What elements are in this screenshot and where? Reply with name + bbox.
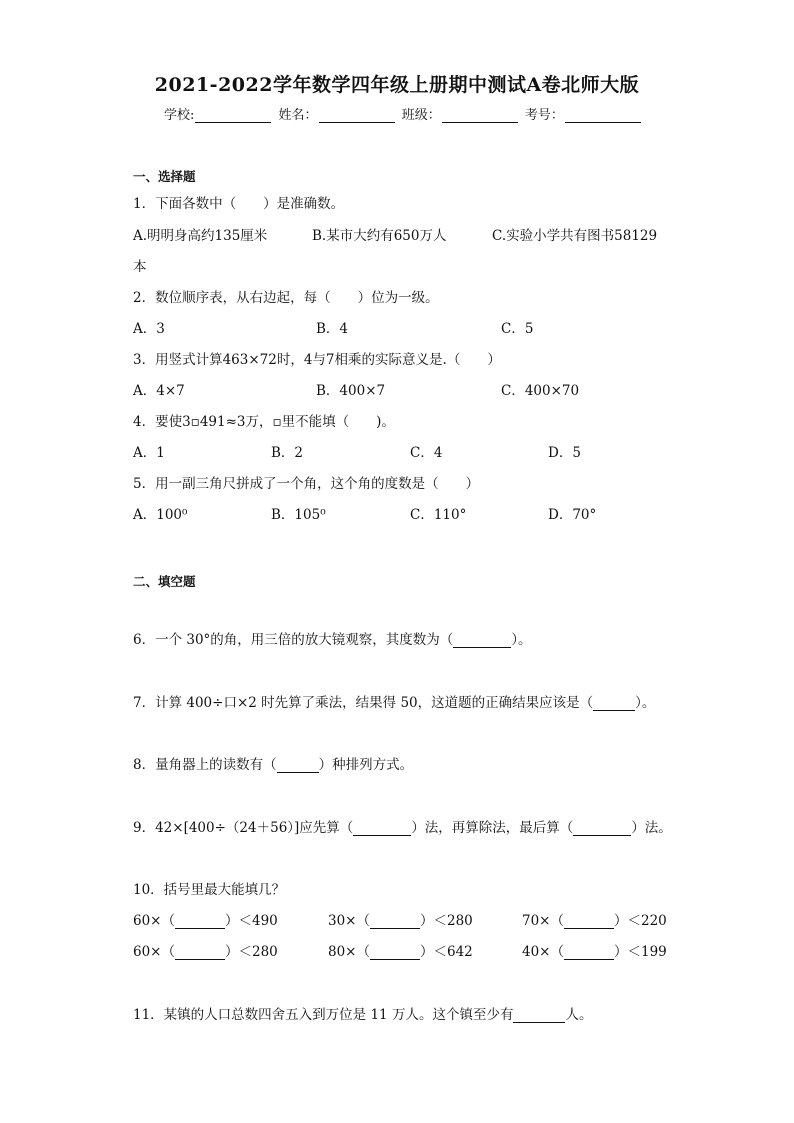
q9-answer-blank-1[interactable] [353,821,411,836]
q6-answer-blank[interactable] [453,633,511,648]
q5-option-c: C．110° [410,507,467,523]
q10-item-2-post: ）＜280 [420,913,473,929]
q2-option-b: B．4 [316,321,349,337]
q7-text-after: ）。 [635,695,656,711]
question-1: 1．下面各数中（ ）是准确数。 [133,196,345,212]
number-label: 考号： [524,108,564,123]
page-title: 2021-2022学年数学四年级上册期中测试A卷北师大版 [154,74,640,96]
q10-item-1-blank[interactable] [175,914,225,929]
q3-option-b: B．400×7 [316,383,386,399]
q10-item-4-blank[interactable] [175,945,225,960]
q10-item-4 [133,940,278,960]
q6-text-after: ）。 [511,632,532,648]
q11-text-before: 11．某镇的人口总数四舍五入到万位是 11 万人。这个镇至少有 [133,1007,514,1023]
q9-text-middle: ）法，再算除法，最后算（ [411,820,574,836]
q9-text-after: ）法。 [631,820,672,836]
question-2: 2．数位顺序表，从右边起，每（ ）位为一级。 [133,290,439,306]
q9-text-before: 9．42×[400÷（24＋56）]应先算（ [133,820,354,836]
q11-text-after: 人。 [565,1007,593,1023]
class-blank[interactable] [442,108,518,123]
q11-answer-blank[interactable] [513,1008,565,1023]
q6-text-before: 6．一个 30°的角，用三倍的放大镜观察，其度数为（ [133,632,454,648]
q3-option-a: A．4×7 [133,383,185,399]
q5-option-d: D．70° [548,507,597,523]
q8-text-after: ）种排列方式。 [318,757,414,773]
q10-item-6 [522,940,667,960]
school-blank[interactable] [195,108,271,123]
q10-item-3 [522,909,667,929]
q10-item-2-blank[interactable] [370,914,420,929]
q1-option-c: C.实验小学共有图书58129 [492,228,658,244]
q8-text-before: 8．量角器上的读数有（ [133,757,277,773]
q10-item-4-pre: 60×（ [133,944,175,960]
question-3: 3．用竖式计算463×72时，4与7相乘的实际意义是.（ ） [133,352,501,368]
question-8 [133,753,413,773]
class-label: 班级： [401,108,441,123]
q10-item-4-post: ）＜280 [225,944,278,960]
q10-item-6-pre: 40×（ [522,944,564,960]
q10-item-5-blank[interactable] [370,945,420,960]
question-11 [133,1003,592,1023]
q4-option-c: C．4 [410,445,443,461]
q10-item-5-pre: 80×（ [328,944,370,960]
q10-item-1 [133,909,278,929]
name-blank[interactable] [319,108,395,123]
q10-item-6-post: ）＜199 [614,944,667,960]
q4-option-a: A．1 [133,445,165,461]
question-6 [133,628,532,648]
question-9 [133,816,672,836]
q4-option-d: D．5 [548,445,581,461]
q8-answer-blank[interactable] [277,758,319,773]
question-4: 4．要使3▫491≈3万，▫里不能填（ )。 [133,414,395,430]
name-label: 姓名： [278,108,318,123]
question-10: 10．括号里最大能填几？ [133,882,286,898]
school-label: 学校: [164,108,195,123]
q10-item-2-pre: 30×（ [328,913,370,929]
q5-option-a: A．100⁰ [133,507,188,523]
q10-item-3-post: ）＜220 [614,913,667,929]
question-5: 5．用一副三角尺拼成了一个角，这个角的度数是（ ） [133,476,480,492]
q7-text-before: 7．计算 400÷口×2 时先算了乘法，结果得 50，这道题的正确结果应该是（ [133,695,594,711]
q7-answer-blank[interactable] [593,696,635,711]
student-info-row [164,104,644,123]
q10-item-1-post: ）＜490 [225,913,278,929]
q1-option-b: B.某市大约有650万人 [312,228,447,244]
section-title-fill: 二、填空题 [133,574,196,589]
number-blank[interactable] [565,108,641,123]
q10-item-2 [328,909,473,929]
q2-option-c: C．5 [501,321,534,337]
q10-item-5-post: ）＜642 [420,944,473,960]
q2-option-a: A．3 [133,321,165,337]
q5-option-b: B．105⁰ [271,507,326,523]
q4-option-b: B．2 [271,445,304,461]
q10-item-6-blank[interactable] [564,945,614,960]
question-7 [133,691,655,711]
q10-item-1-pre: 60×（ [133,913,175,929]
q10-item-3-blank[interactable] [564,914,614,929]
q9-answer-blank-2[interactable] [573,821,631,836]
q10-item-5 [328,940,473,960]
section-title-choice: 一、选择题 [133,169,196,184]
q1-option-c-continued: 本 [133,259,147,275]
q10-item-3-pre: 70×（ [522,913,564,929]
q1-option-a: A.明明身高约135厘米 [133,228,268,244]
q3-option-c: C．400×70 [501,383,580,399]
